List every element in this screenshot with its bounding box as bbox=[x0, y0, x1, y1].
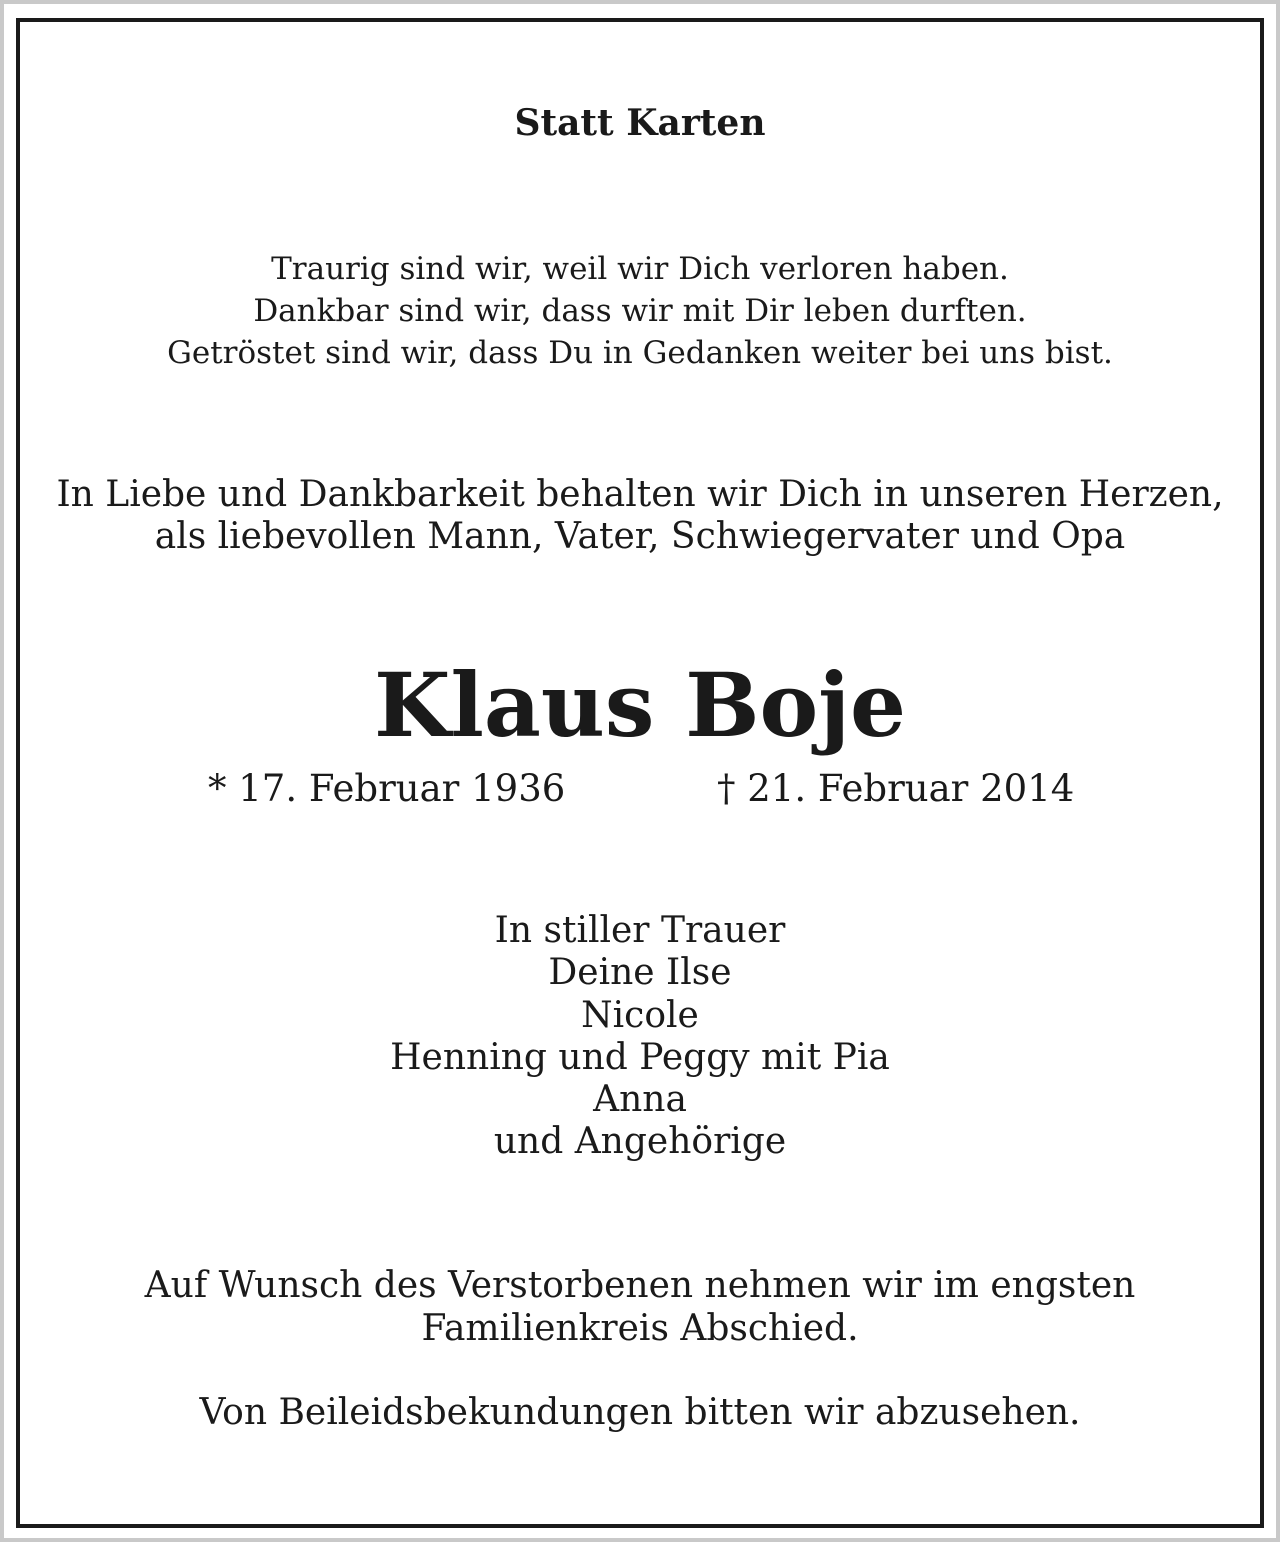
notice-header: Statt Karten bbox=[514, 102, 766, 144]
death-date: † 21. Februar 2014 bbox=[717, 767, 1075, 810]
mourner-line-4: Henning und Peggy mit Pia bbox=[390, 1037, 890, 1078]
mourner-line-3: Nicole bbox=[581, 995, 699, 1036]
mourner-line-5: Anna bbox=[593, 1079, 687, 1120]
verse-line-3: Getröstet sind wir, dass Du in Gedanken weiter bei uns bist. bbox=[167, 335, 1113, 371]
mourner-line-2: Deine Ilse bbox=[548, 952, 732, 993]
mourner-line-1: In stiller Trauer bbox=[494, 910, 786, 951]
farewell-note-line-2: Familienkreis Abschied. bbox=[421, 1308, 859, 1349]
verse-line-1: Traurig sind wir, weil wir Dich verloren haben. bbox=[271, 251, 1009, 287]
dedication-line-1: In Liebe und Dankbarkeit behalten wir Dich in unseren Herzen, bbox=[56, 474, 1224, 515]
deceased-name: Klaus Boje bbox=[374, 653, 906, 757]
farewell-note-line-1: Auf Wunsch des Verstorbenen nehmen wir im engsten bbox=[144, 1265, 1136, 1306]
dedication-line-2: als liebevollen Mann, Vater, Schwiegervater und Opa bbox=[154, 516, 1126, 557]
birth-date: * 17. Februar 1936 bbox=[208, 767, 566, 810]
verse-line-2: Dankbar sind wir, dass wir mit Dir leben durften. bbox=[253, 293, 1027, 329]
condolence-note: Von Beileidsbekundungen bitten wir abzusehen. bbox=[199, 1392, 1081, 1433]
mourner-line-6: und Angehörige bbox=[493, 1121, 787, 1162]
